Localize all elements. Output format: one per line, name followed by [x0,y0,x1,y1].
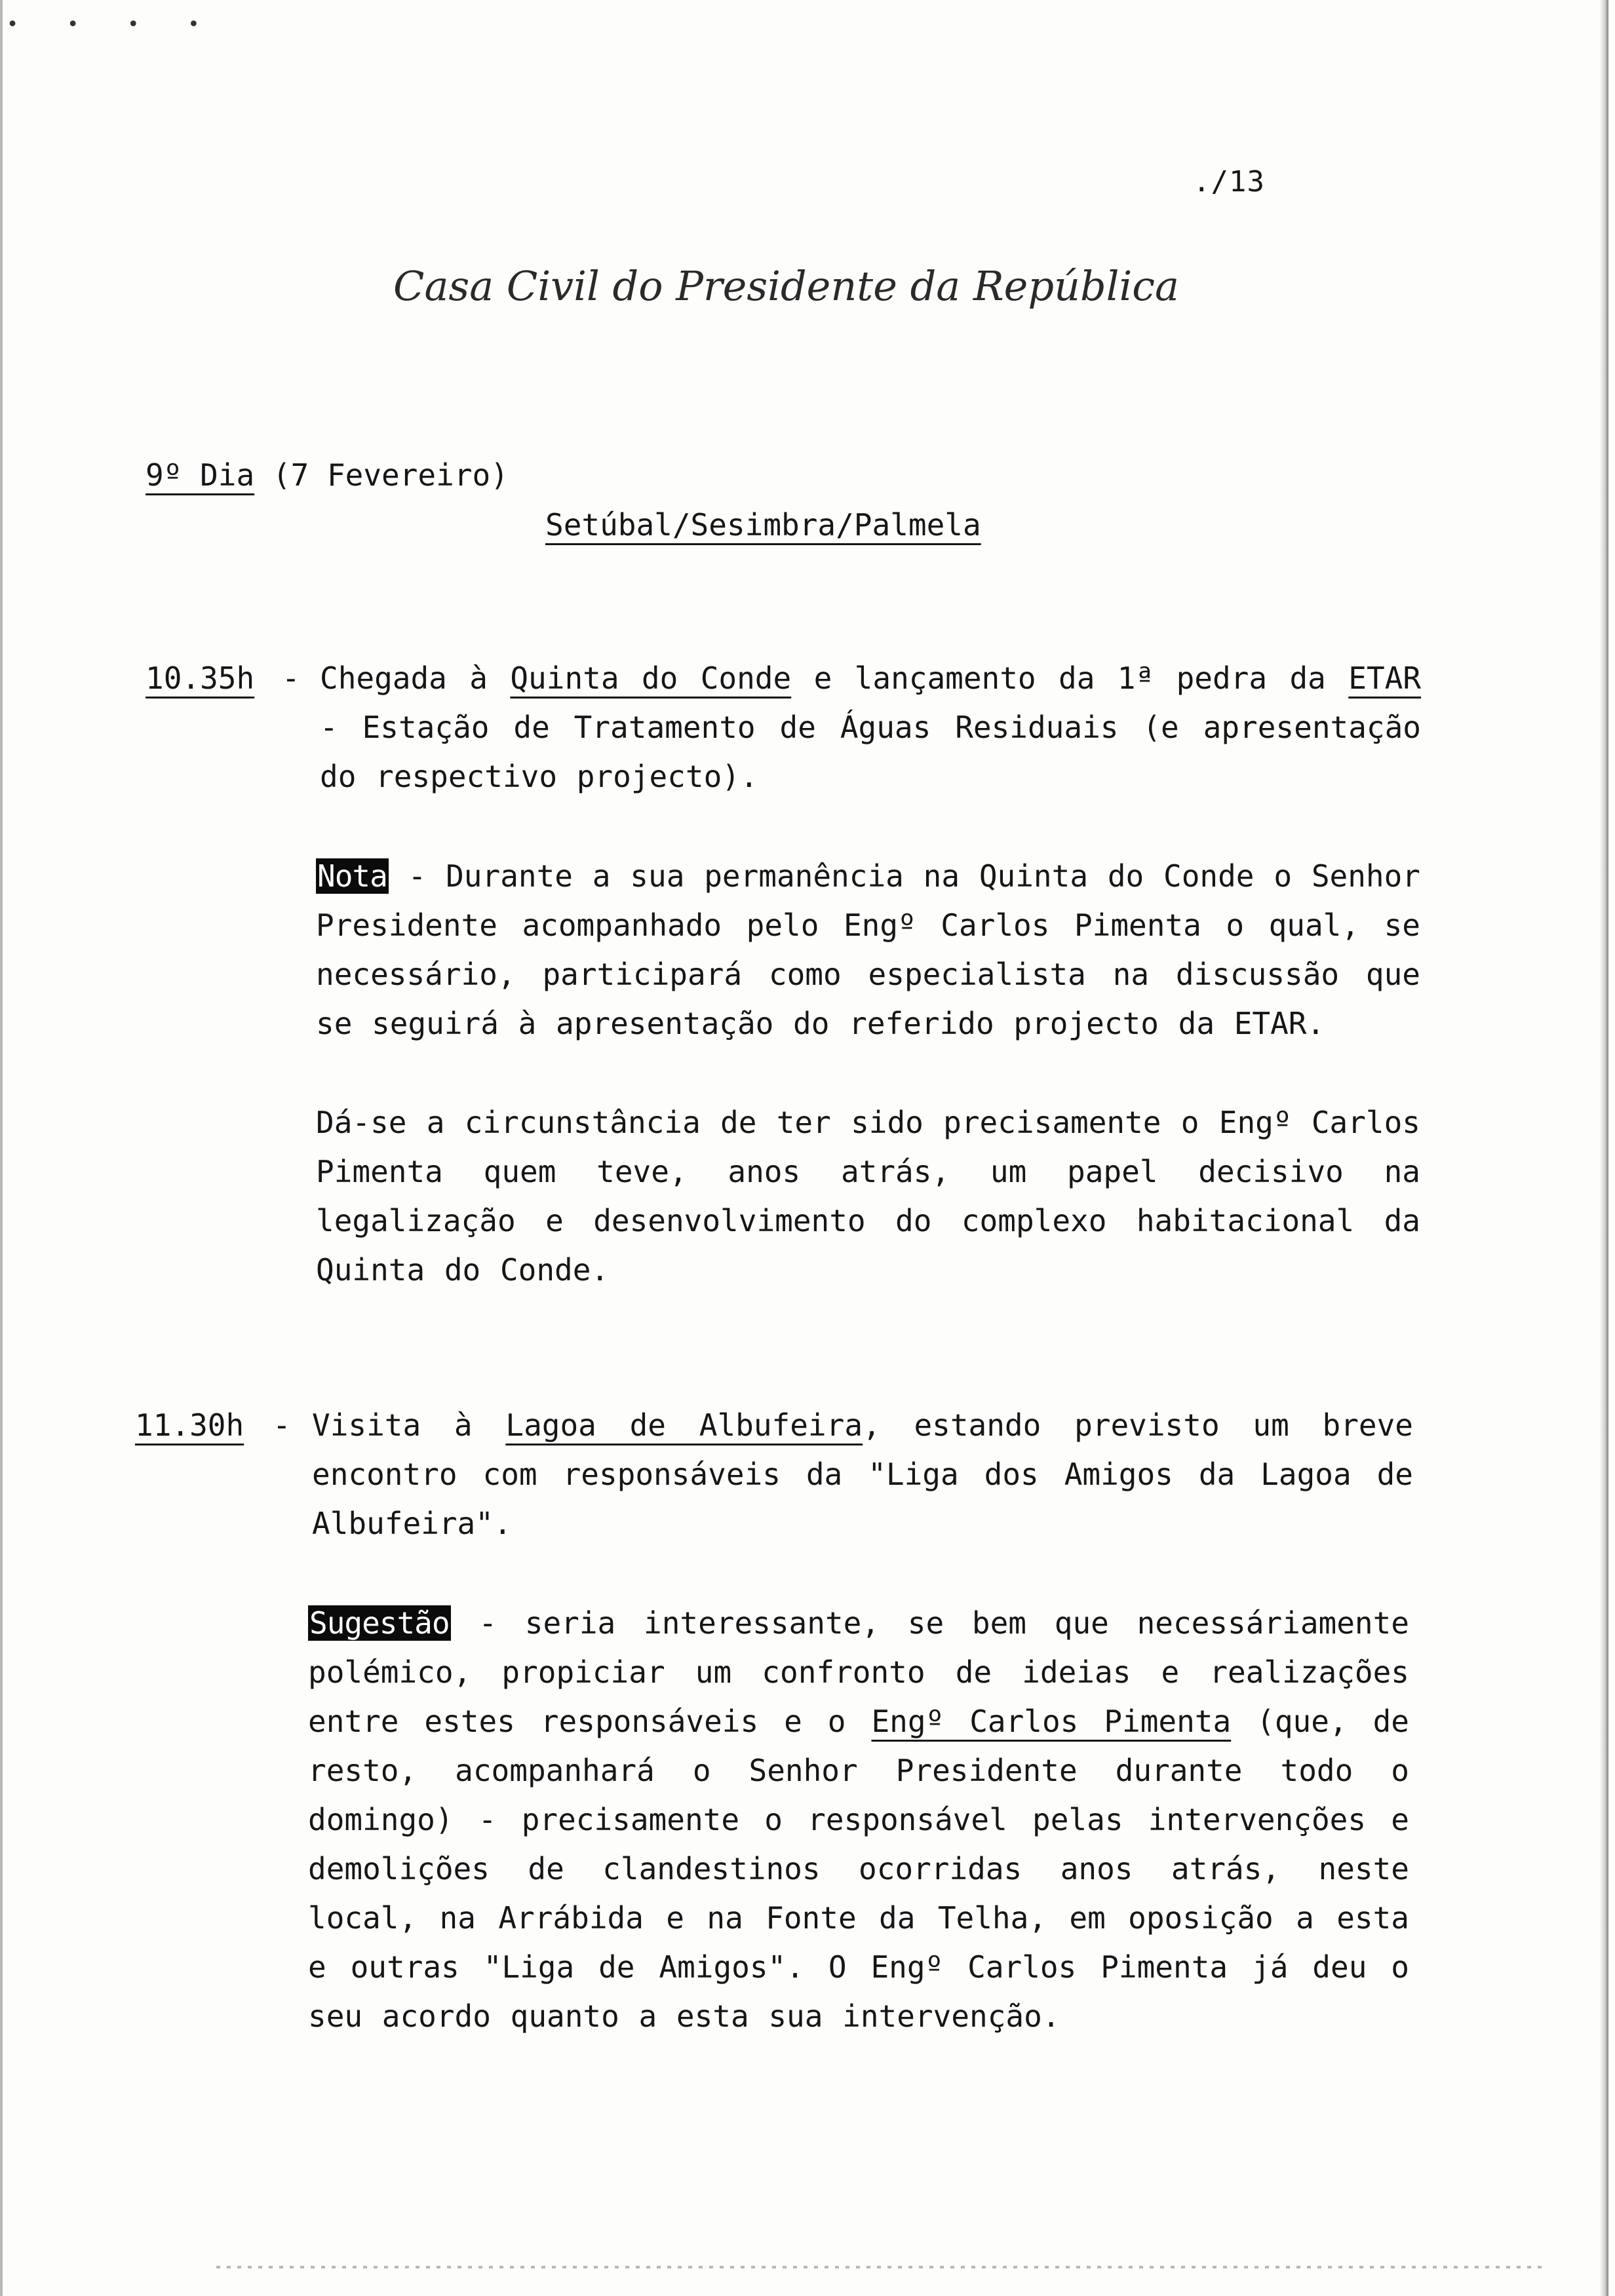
entry-dash: - [273,1407,291,1443]
entry-text: Chegada à [320,660,488,696]
suggestion-text: (que, de resto, acompanhará o Senhor Presidente durante todo o domingo) - precisamente o responsável pelas intervenções e demolições de clandestinos ocorridas anos atrás, neste local, na Arrábida e na Fonte da Telha, em oposição a esta e outras "Liga de Amigos". O Engº Carlos Pimenta já deu o seu acordo quanto a esta sua intervenção. [308,1704,1409,2034]
note-block [316,852,1420,1048]
scan-right-edge [1599,0,1608,2296]
note-tag: Nota [317,858,387,894]
note-text: - Durante a sua permanência na Quinta do Conde o Senhor Presidente acompanhado pelo Engº Carlos Pimenta o qual, se necessário, participará como especialista na discussão que se seguirá à apresentação do referido projecto da ETAR. [316,858,1420,1041]
entry-time: 10.35h [146,660,255,696]
note-block [316,1098,1420,1295]
suggestion-name: Engº Carlos Pimenta [871,1704,1232,1739]
note-text: Dá-se a circunstância de ter sido precisamente o Engº Carlos Pimenta quem teve, anos atrás, um papel decisivo na legalização e desenvolvimento do complexo habitacional da Quinta do Conde. [316,1105,1420,1288]
entry-place: Quinta do Conde [510,660,792,696]
day-label: 9º Dia [146,457,255,493]
entry-description [320,654,1421,801]
scan-bottom-noise [216,2266,1547,2268]
entry-place: Lagoa de Albufeira [505,1407,863,1443]
day-date: (7 Fevereiro) [272,457,509,493]
entry-time: 11.30h [135,1407,244,1443]
entry-text: Visita à [312,1407,473,1443]
entry-acronym: ETAR [1348,660,1422,696]
suggestion-text: - seria interessante, se bem que necessáriamente polémico, propiciar um confronto de ideias e realizações entre estes responsáveis e o [308,1605,1410,1739]
letterhead: Casa Civil do Presidente da República [393,262,1179,310]
entry-text: e lançamento da 1ª pedra da [813,660,1326,696]
day-location: Setúbal/Sesimbra/Palmela [545,507,981,543]
entry-dash: - [282,660,300,696]
suggestion-tag: Sugestão [309,1605,450,1641]
scan-left-edge [0,0,3,2296]
page-number: ./13 [1193,165,1265,199]
scan-specks: • • • • [7,13,218,36]
entry-text: - Estação de Tratamento de Águas Residuais (e apresentação do respectivo projecto). [320,710,1421,794]
entry-description [312,1401,1413,1548]
entry-text: , estando previsto um breve encontro com responsáveis da "Liga dos Amigos da Lagoa de Albufeira". [312,1407,1414,1541]
day-heading [146,451,509,500]
suggestion-block [308,1599,1409,2041]
